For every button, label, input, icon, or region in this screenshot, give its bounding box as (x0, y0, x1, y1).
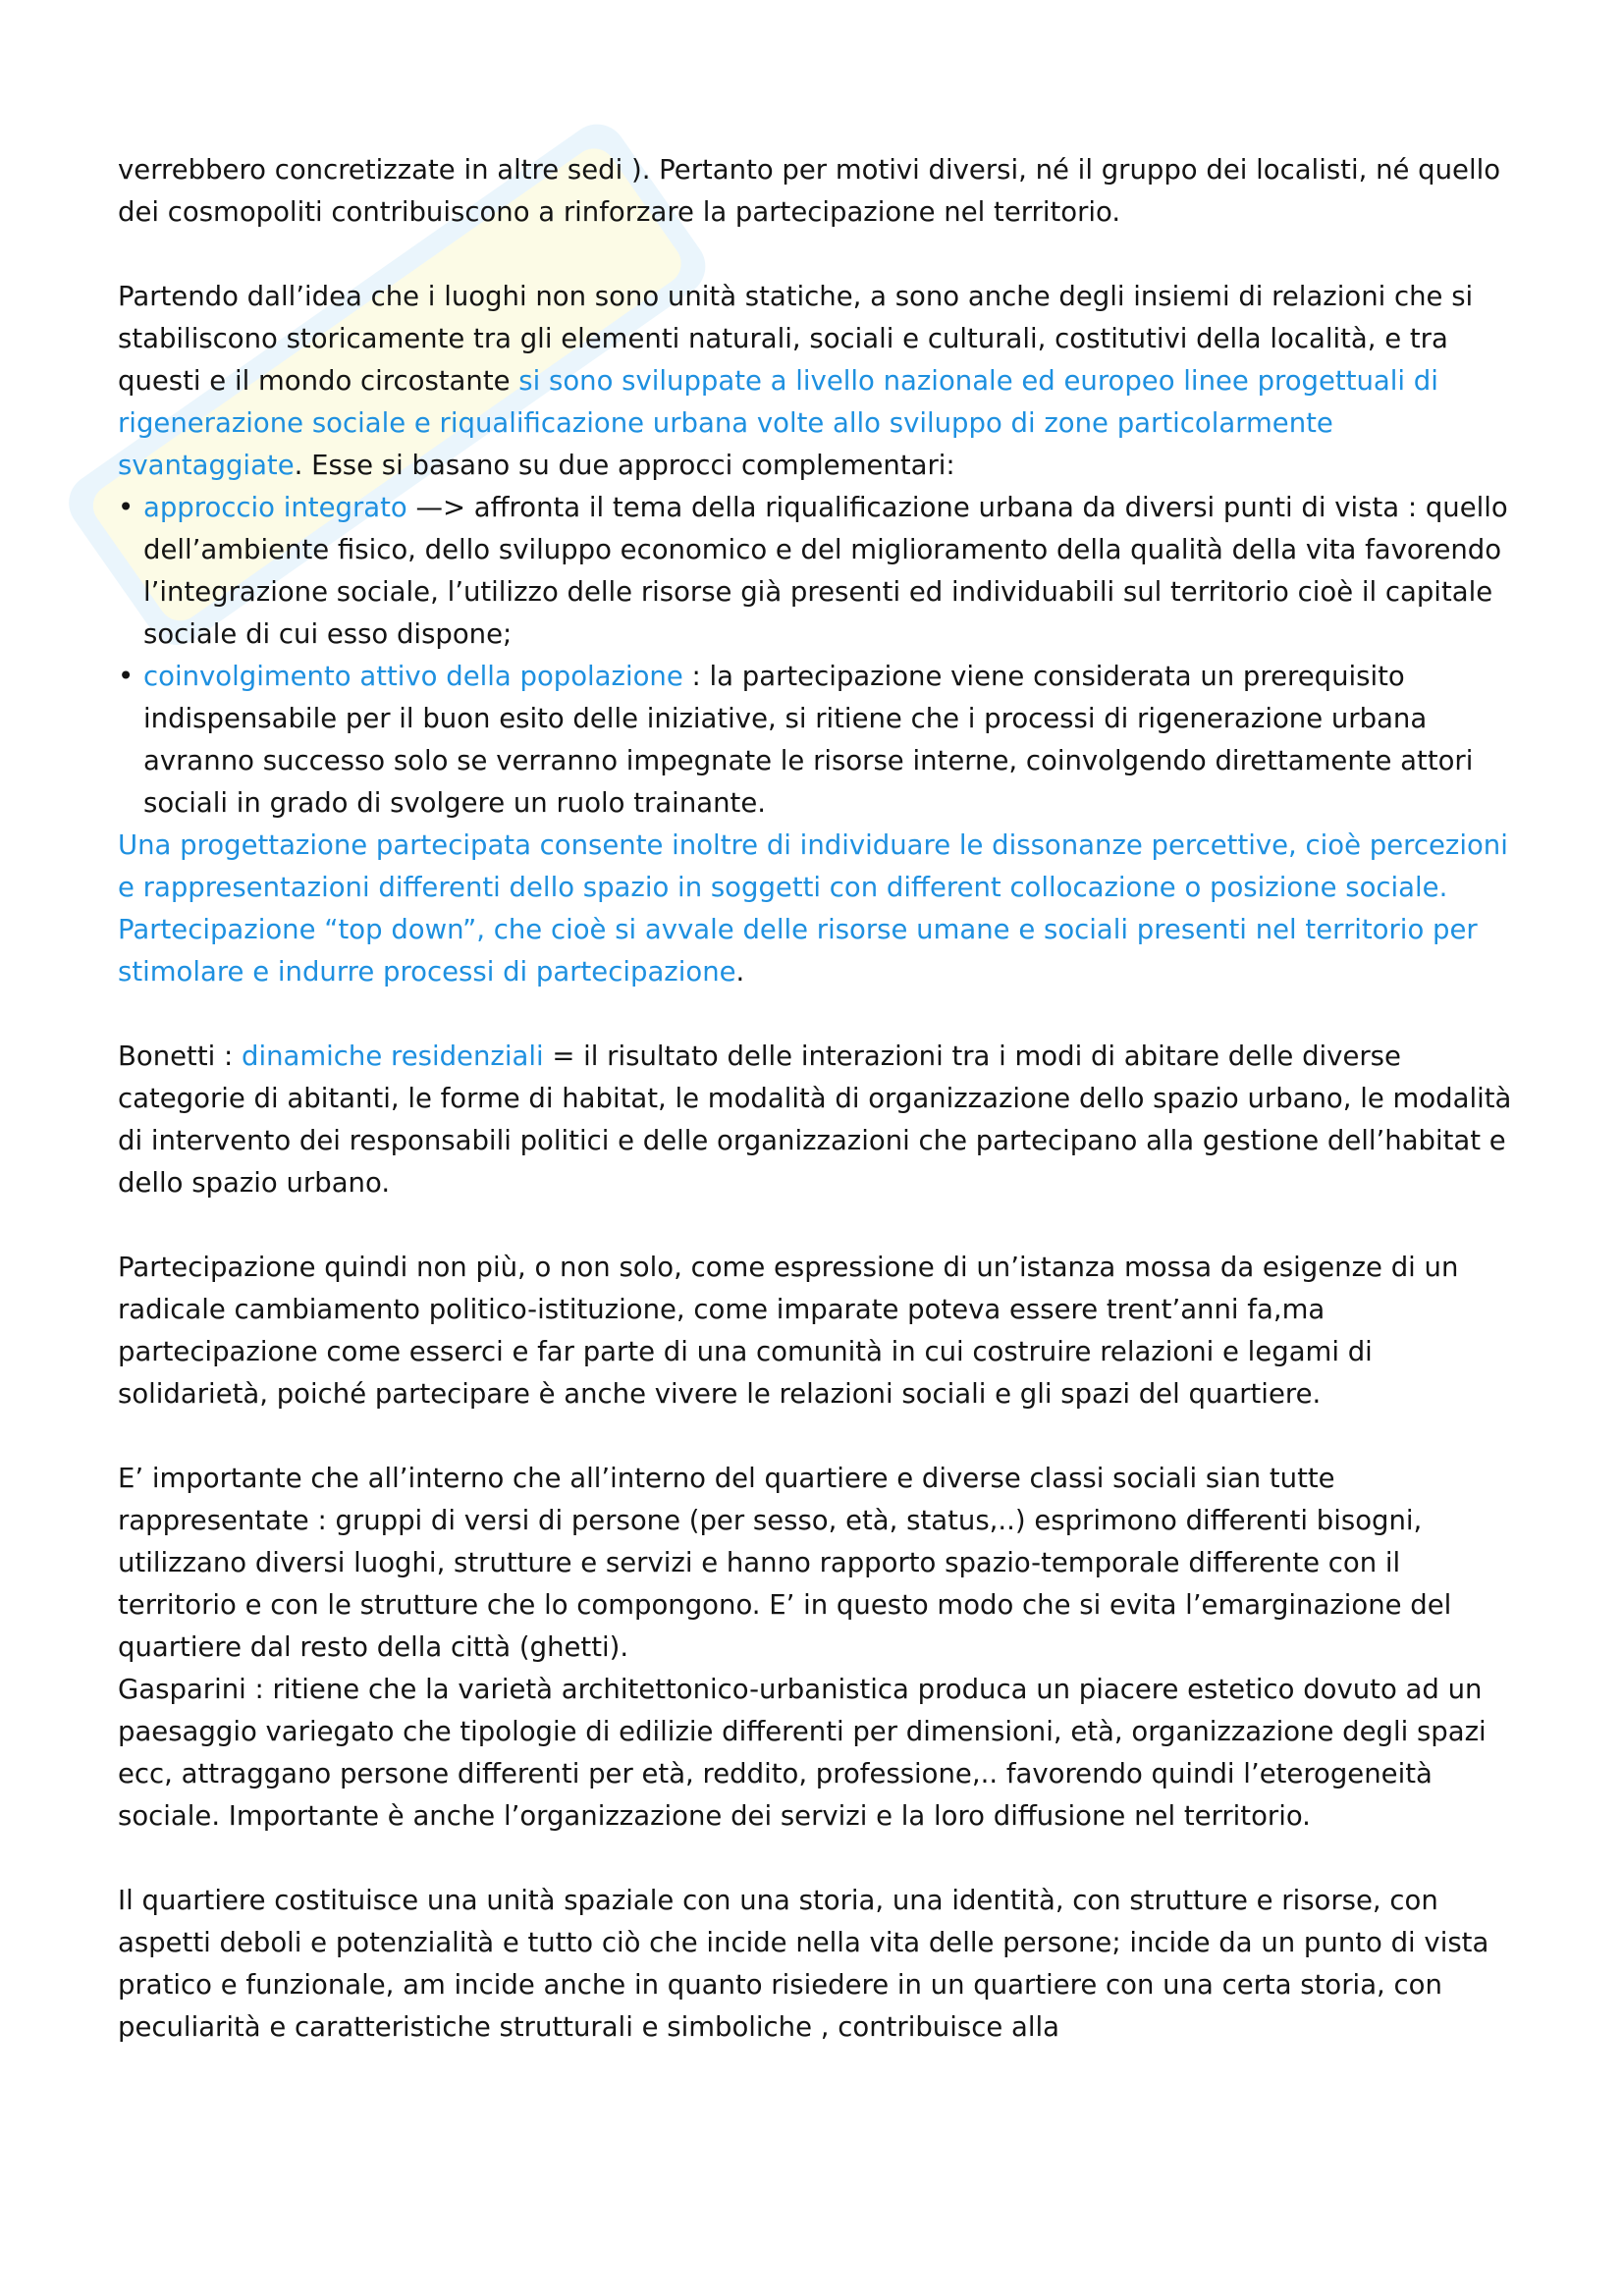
paragraph: E’ importante che all’interno che all’interno del quartiere e diverse classi sociali sian tutte rappresentate : gruppi di versi di persone (per sesso, età, status,..) esprimono differenti bisogni, utilizzano diversi luoghi, strutture e servizi e hanno rapporto spazio-temporale differente con il territorio e con le strutture che lo compongono. E’ in questo modo che si evita l’emarginazione del quartiere dal resto della città (ghetti). (118, 1463, 1452, 1663)
paragraph: Partecipazione quindi non più, o non solo, come espressione di un’istanza mossa da esigenze di un radicale cambiamento politico-istituzione, come imparate poteva essere trent’anni fa,ma partecipazione come esserci e far parte di una comunità in cui costruire relazioni e legami di solidarietà, poiché partecipare è anche vivere le relazioni sociali e gli spazi del quartiere. (118, 1252, 1459, 1410)
paragraph: Partendo dall’idea che i luoghi non sono unità statiche, a sono anche degli insiemi di relazioni che si stabiliscono storicamente tra gli elementi naturali, sociali e culturali, costitutivi della località, e tra questi e il mondo circostante si sono sviluppate a livello nazionale ed europeo linee progettuali di rigenerazione sociale e riqualificazione urbana volte allo sviluppo di zone particolarmente svantaggiate. Esse si basano su due approcci complementari: (118, 281, 1474, 481)
paragraph: Una progettazione partecipata consente inoltre di individuare le dissonanze percettive, cioè percezioni e rappresentazioni differenti dello spazio in soggetti con different collocazione o posizione sociale. Partecipazione “top down”, che cioè si avvale delle risorse umane e sociali presenti nel territorio per stimolare e indurre processi di partecipazione. (118, 829, 1508, 988)
paragraph: Bonetti : dinamiche residenziali = il risultato delle interazioni tra i modi di abitare delle diverse categorie di abitanti, le forme di habitat, le modalità di organizzazione dello spazio urbano, le modalità di intervento dei responsabili politici e delle organizzazioni che partecipano alla gestione dell’habitat e dello spazio urbano. (118, 1041, 1512, 1199)
highlighted-term: approccio integrato (143, 492, 407, 523)
paragraph: verrebbero concretizzate in altre sedi ). Pertanto per motivi diversi, né il gruppo dei localisti, né quello dei cosmopoliti contribuiscono a rinforzare la partecipazione nel territorio. (118, 154, 1501, 228)
list-item: • coinvolgimento attivo della popolazione : la partecipazione viene considerata un prerequisito indispensabile per il buon esito delle iniziative, si ritiene che i processi di rigenerazione urbana avranno successo solo se verranno impegnate le risorse interne, coinvolgendo direttamente attori sociali in grado di svolgere un ruolo trainante. (118, 656, 1522, 825)
highlighted-term: dinamiche residenziali (242, 1041, 544, 1072)
list-item: • approccio integrato —> affronta il tema della riqualificazione urbana da diversi punti di vista : quello dell’ambiente fisico, dello sviluppo economico e del miglioramento della qualità della vita favorendo l’integrazione sociale, l’utilizzo delle risorse già presenti ed individuabili sul territorio cioè il capitale sociale di cui esso dispone; (118, 487, 1522, 656)
paragraph: Il quartiere costituisce una unità spaziale con una storia, una identità, con strutture e risorse, con aspetti deboli e potenzialità e tutto ciò che incide nella vita delle persone; incide da un punto di vista pratico e funzionale, am incide anche in quanto risiedere in un quartiere con una certa storia, con peculiarità e caratteristiche strutturali e simboliche , contribuisce alla (118, 1885, 1489, 2043)
bullet-list (118, 487, 1522, 825)
highlighted-term: coinvolgimento attivo della popolazione (143, 661, 683, 692)
highlighted-text: si sono sviluppate a livello nazionale ed europeo linee progettuali di rigenerazione sociale e riqualificazione urbana volte allo sviluppo di zone particolarmente svantaggiate (118, 365, 1438, 481)
paragraph: Gasparini : ritiene che la varietà architettonico-urbanistica produca un piacere estetico dovuto ad un paesaggio variegato che tipologie di edilizie differenti per dimensioni, età, organizzazione degli spazi ecc, attraggano persone differenti per età, reddito, professione,.. favorendo quindi l’eterogeneità sociale. Importante è anche l’organizzazione dei servizi e la loro diffusione nel territorio. (118, 1674, 1487, 1832)
document-page (118, 149, 1522, 2049)
highlighted-text: Una progettazione partecipata consente inoltre di individuare le dissonanze percettive, cioè percezioni e rappresentazioni differenti dello spazio in soggetti con different collocazione o posizione sociale. Partecipazione “top down”, che cioè si avvale delle risorse umane e sociali presenti nel territorio per stimolare e indurre processi di partecipazione (118, 829, 1508, 988)
